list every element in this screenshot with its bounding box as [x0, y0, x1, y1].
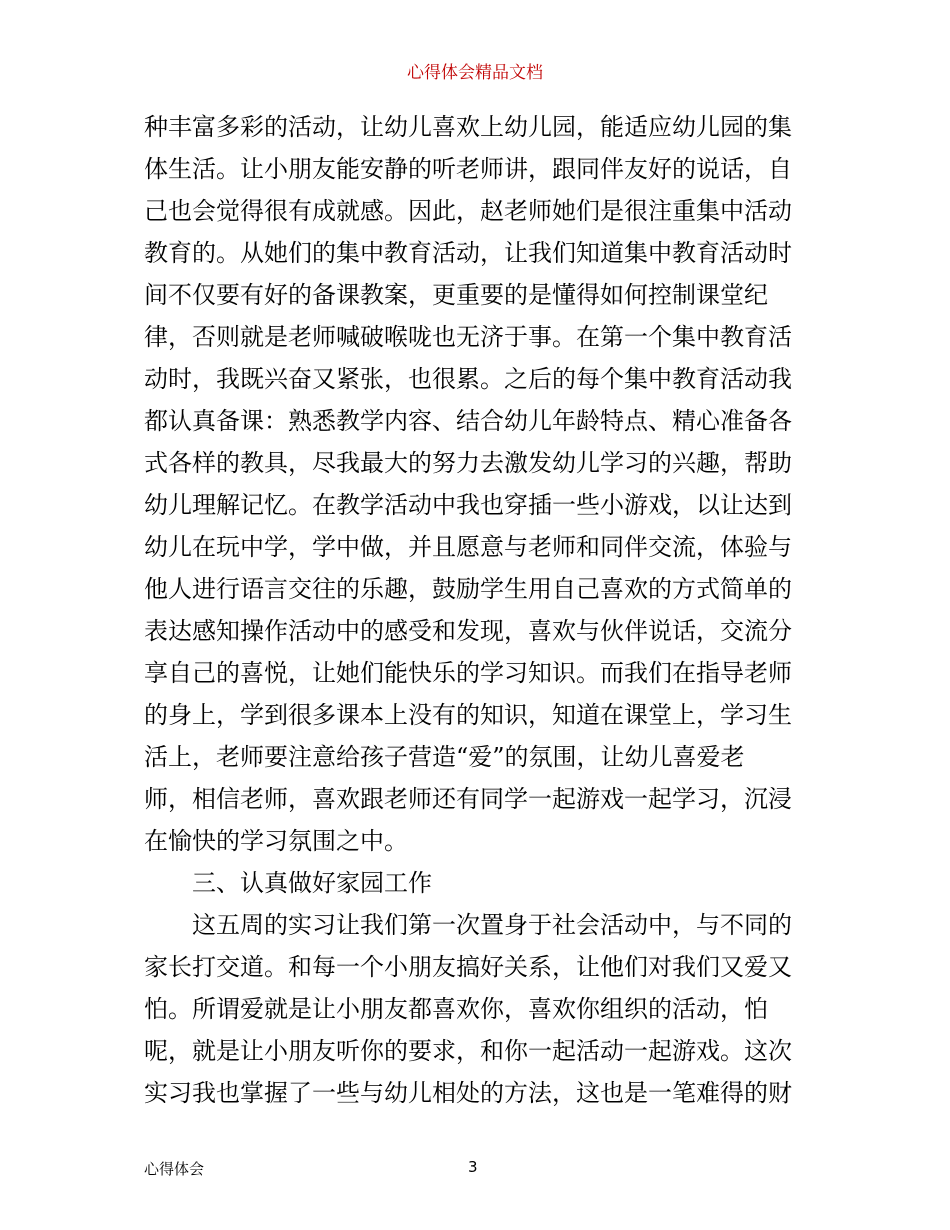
- body-line: 幼儿理解记忆。在教学活动中我也穿插一些小游戏，以让达到: [144, 491, 792, 519]
- body-line: 实习我也掌握了一些与幼儿相处的方法，这也是一笔难得的财: [144, 1079, 792, 1107]
- body-line: 在愉快的学习氛围之中。: [144, 827, 408, 855]
- body-line: 体生活。让小朋友能安静的听老师讲，跟同伴友好的说话，自: [144, 155, 792, 183]
- body-line: 这五周的实习让我们第一次置身于社会活动中，与不同的: [192, 911, 792, 939]
- section-heading: 三、认真做好家园工作: [192, 869, 432, 897]
- body-line: 表达感知操作活动中的感受和发现，喜欢与伙伴说话，交流分: [144, 617, 792, 645]
- body-line: 种丰富多彩的活动，让幼儿喜欢上幼儿园，能适应幼儿园的集: [144, 113, 792, 141]
- body-line: 幼儿在玩中学，学中做，并且愿意与老师和同伴交流，体验与: [144, 533, 792, 561]
- body-line: 式各样的教具，尽我最大的努力去激发幼儿学习的兴趣，帮助: [144, 449, 792, 477]
- body-line: 享自己的喜悦，让她们能快乐的学习知识。而我们在指导老师: [144, 659, 792, 687]
- body-line: 都认真备课：熟悉教学内容、结合幼儿年龄特点、精心准备各: [144, 407, 792, 435]
- body-line: 间不仅要有好的备课教案，更重要的是懂得如何控制课堂纪: [144, 281, 768, 309]
- body-line: 呢，就是让小朋友听你的要求，和你一起活动一起游戏。这次: [144, 1037, 792, 1065]
- body-line: 家长打交道。和每一个小朋友搞好关系，让他们对我们又爱又: [144, 953, 792, 981]
- page-number: 3: [468, 1158, 478, 1176]
- footer-label: 心得体会: [144, 1160, 205, 1178]
- body-line: 师，相信老师，喜欢跟老师还有同学一起游戏一起学习，沉浸: [144, 785, 792, 813]
- body-line: 他人进行语言交往的乐趣，鼓励学生用自己喜欢的方式简单的: [144, 575, 792, 603]
- document-body: [144, 106, 814, 1114]
- body-line: 教育的。从她们的集中教育活动，让我们知道集中教育活动时: [144, 239, 792, 267]
- document-header-title: 心得体会精品文档: [407, 63, 543, 83]
- body-line: 的身上，学到很多课本上没有的知识，知道在课堂上，学习生: [144, 701, 792, 729]
- body-line: 己也会觉得很有成就感。因此，赵老师她们是很注重集中活动: [144, 197, 792, 225]
- body-line: 律，否则就是老师喊破喉咙也无济于事。在第一个集中教育活: [144, 323, 792, 351]
- body-line: 怕。所谓爱就是让小朋友都喜欢你，喜欢你组织的活动，怕: [144, 995, 768, 1023]
- body-line: 动时，我既兴奋又紧张，也很累。之后的每个集中教育活动我: [144, 365, 792, 393]
- body-line: 活上，老师要注意给孩子营造“爱”的氛围，让幼儿喜爱老: [144, 743, 745, 771]
